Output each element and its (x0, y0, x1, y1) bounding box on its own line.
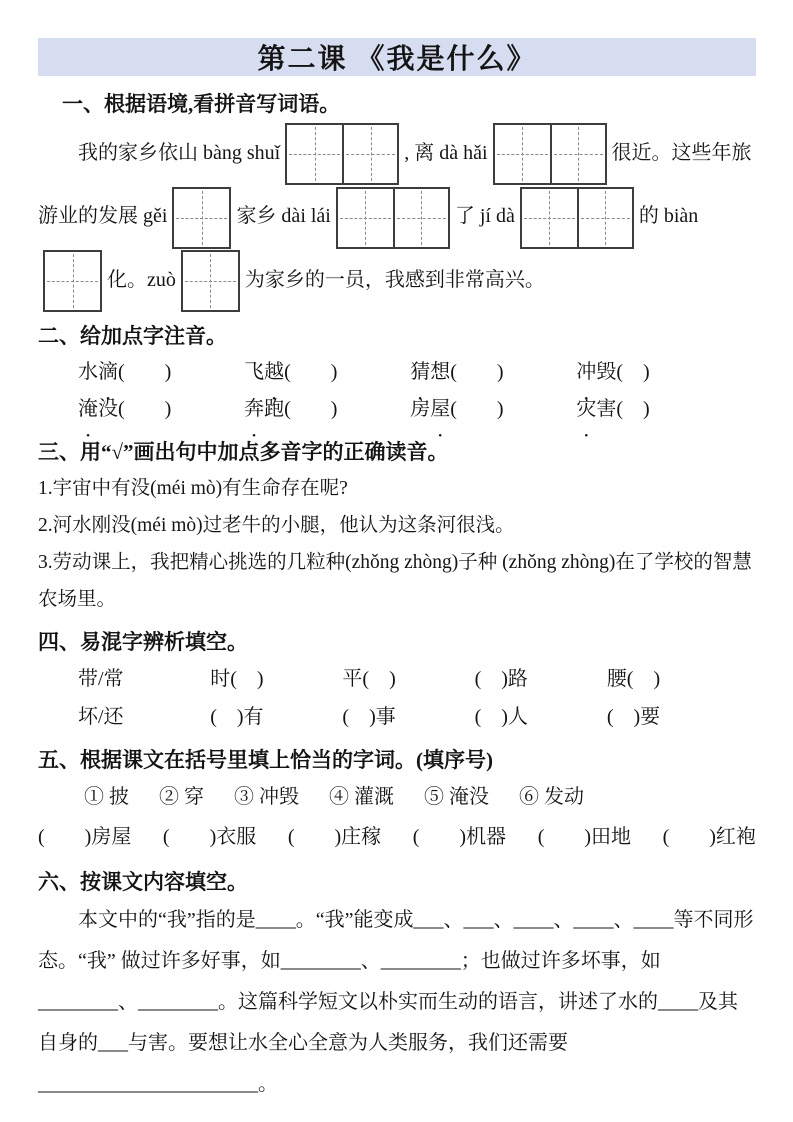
dotted-char: 猜 (410, 361, 431, 384)
confusable-fill-item: ( )路 (474, 668, 528, 691)
section3-sentence-list (38, 470, 756, 618)
paragraph-text: 了 jí dà (454, 205, 515, 228)
dotted-char: 奔 (244, 398, 265, 421)
confusable-fill-item: ( )人 (474, 706, 528, 729)
confusable-fill-item: 平( ) (342, 668, 396, 691)
answer-paren: ( ) (118, 398, 172, 421)
writing-cell (174, 189, 229, 247)
page-title: 第二课 《我是什么》 (257, 44, 537, 75)
writing-cell (342, 125, 397, 183)
writing-cell (393, 189, 448, 247)
blank-word-item: ( )庄稼 (287, 826, 382, 849)
writing-box (285, 123, 399, 185)
answer-paren: ( ) (616, 361, 650, 384)
writing-cell (287, 125, 342, 183)
dotted-char: 滴 (98, 361, 118, 384)
word-post: 毁 (596, 361, 617, 384)
confusable-fill-item: 坏/还 (78, 706, 124, 729)
dotted-char: 灾 (576, 398, 597, 421)
blank-word-item: ( )田地 (537, 826, 632, 849)
numbered-option: ⑥ 发动 (519, 786, 584, 809)
writing-box (336, 187, 450, 249)
dotted-char: 越 (264, 361, 285, 384)
writing-cell (45, 252, 100, 310)
answer-paren: ( ) (450, 361, 504, 384)
word-post: 没 (98, 398, 118, 421)
pinyin-paragraph (38, 122, 756, 312)
writing-cell (495, 125, 550, 183)
paragraph-text: , 离 dà hǎi (404, 142, 488, 164)
confusable-fill-item: 带/常 (78, 668, 124, 691)
numbered-option: ④ 灌溉 (329, 786, 394, 809)
answer-paren: ( ) (118, 361, 172, 384)
writing-box (520, 187, 634, 249)
section6-paragraph: 本文中的“我”指的是____。“我”能变成___、___、____、____、____等不同形态。“我” 做过许多好事，如________、________；也做过许多坏事，如________、________。这篇科学短文以朴实而生动的语言，讲述了水的____及其自身的___与害。要想让水全心全意为人类服务，我们还需要______________________。 (38, 909, 754, 1096)
annotate-word-item (78, 391, 244, 428)
word-post: 跑 (264, 398, 285, 421)
section5-blank-list (38, 816, 756, 858)
paragraph-text: 我的家乡依山 bàng shuǐ (78, 142, 281, 164)
word-post: 想 (430, 361, 451, 384)
writing-box (493, 123, 607, 185)
paragraph-text: 的 biàn (638, 205, 699, 228)
annotate-word-item (244, 391, 410, 428)
writing-box (172, 187, 231, 249)
section4-heading: 四、易混字辨析填空。 (38, 630, 248, 655)
confusable-fill-item: 时( ) (210, 668, 264, 691)
writing-box (181, 250, 240, 312)
blank-word-item: ( )衣服 (162, 826, 257, 849)
writing-cell (522, 189, 577, 247)
annotate-word-item (576, 354, 742, 391)
section6-heading: 六、按课文内容填空。 (38, 870, 248, 895)
writing-box (43, 250, 102, 312)
answer-paren: ( ) (284, 398, 338, 421)
numbered-option: ③ 冲毁 (234, 786, 299, 809)
writing-cell (577, 189, 632, 247)
section3-heading: 三、用“√”画出句中加点多音字的正确读音。 (38, 440, 449, 465)
word-pre: 飞 (244, 361, 265, 384)
blank-word-item: ( )红袍 (662, 826, 756, 849)
writing-cell (338, 189, 393, 247)
paragraph-text: 很近。这些年旅游业的发展 gěi (38, 142, 752, 228)
sentence: 3.劳动课上，我把精心挑选的几粒种(zhǒng zhòng)子种 (zhǒng zhòng)在了学校的智慧农场里。 (38, 552, 752, 611)
numbered-option: ① 披 (84, 786, 129, 809)
section1-heading: 一、根据语境,看拼音写词语。 (62, 92, 341, 116)
writing-cell (550, 125, 605, 183)
paragraph-text: 化。zuò (107, 268, 176, 291)
answer-paren: ( ) (616, 398, 650, 421)
confusable-fill-item: ( )事 (342, 706, 396, 729)
confusable-fill-item: ( )要 (606, 706, 661, 729)
section2-heading: 二、给加点字注音。 (38, 324, 227, 349)
dotted-char: 屋 (430, 398, 451, 421)
section4-fill-list (38, 660, 756, 736)
writing-cell (183, 252, 238, 310)
answer-paren: ( ) (450, 398, 504, 421)
dotted-char: 冲 (576, 361, 597, 384)
annotate-word-item (410, 391, 576, 428)
numbered-option: ② 穿 (159, 786, 204, 809)
paragraph-text: 家乡 dài lái (236, 205, 331, 228)
numbered-option: ⑤ 淹没 (424, 786, 489, 809)
annotate-word-item (410, 354, 576, 391)
dotted-char: 淹 (78, 398, 98, 421)
title-bar (38, 38, 756, 76)
annotate-word-item (244, 354, 410, 391)
annotate-word-item (576, 391, 742, 428)
section2-word-list (38, 354, 756, 428)
word-pre: 水 (78, 361, 98, 384)
confusable-fill-item: ( )有 (210, 706, 264, 729)
section5-option-list (38, 778, 756, 816)
word-pre: 房 (410, 398, 431, 421)
sentence: 1.宇宙中有没(méi mò)有生命存在呢? (38, 478, 348, 500)
word-post: 害 (596, 398, 617, 421)
answer-paren: ( ) (284, 361, 338, 384)
confusable-fill-item: 腰( ) (606, 668, 661, 691)
paragraph-text: 为家乡的一员，我感到非常高兴。 (244, 268, 545, 291)
sentence: 2.河水刚没(méi mò)过老牛的小腿，他认为这条河很浅。 (38, 515, 515, 537)
annotate-word-item (78, 354, 244, 391)
blank-word-item: ( )房屋 (38, 826, 132, 849)
section5-heading: 五、根据课文在括号里填上恰当的字词。(填序号) (38, 748, 493, 773)
blank-word-item: ( )机器 (412, 826, 507, 849)
